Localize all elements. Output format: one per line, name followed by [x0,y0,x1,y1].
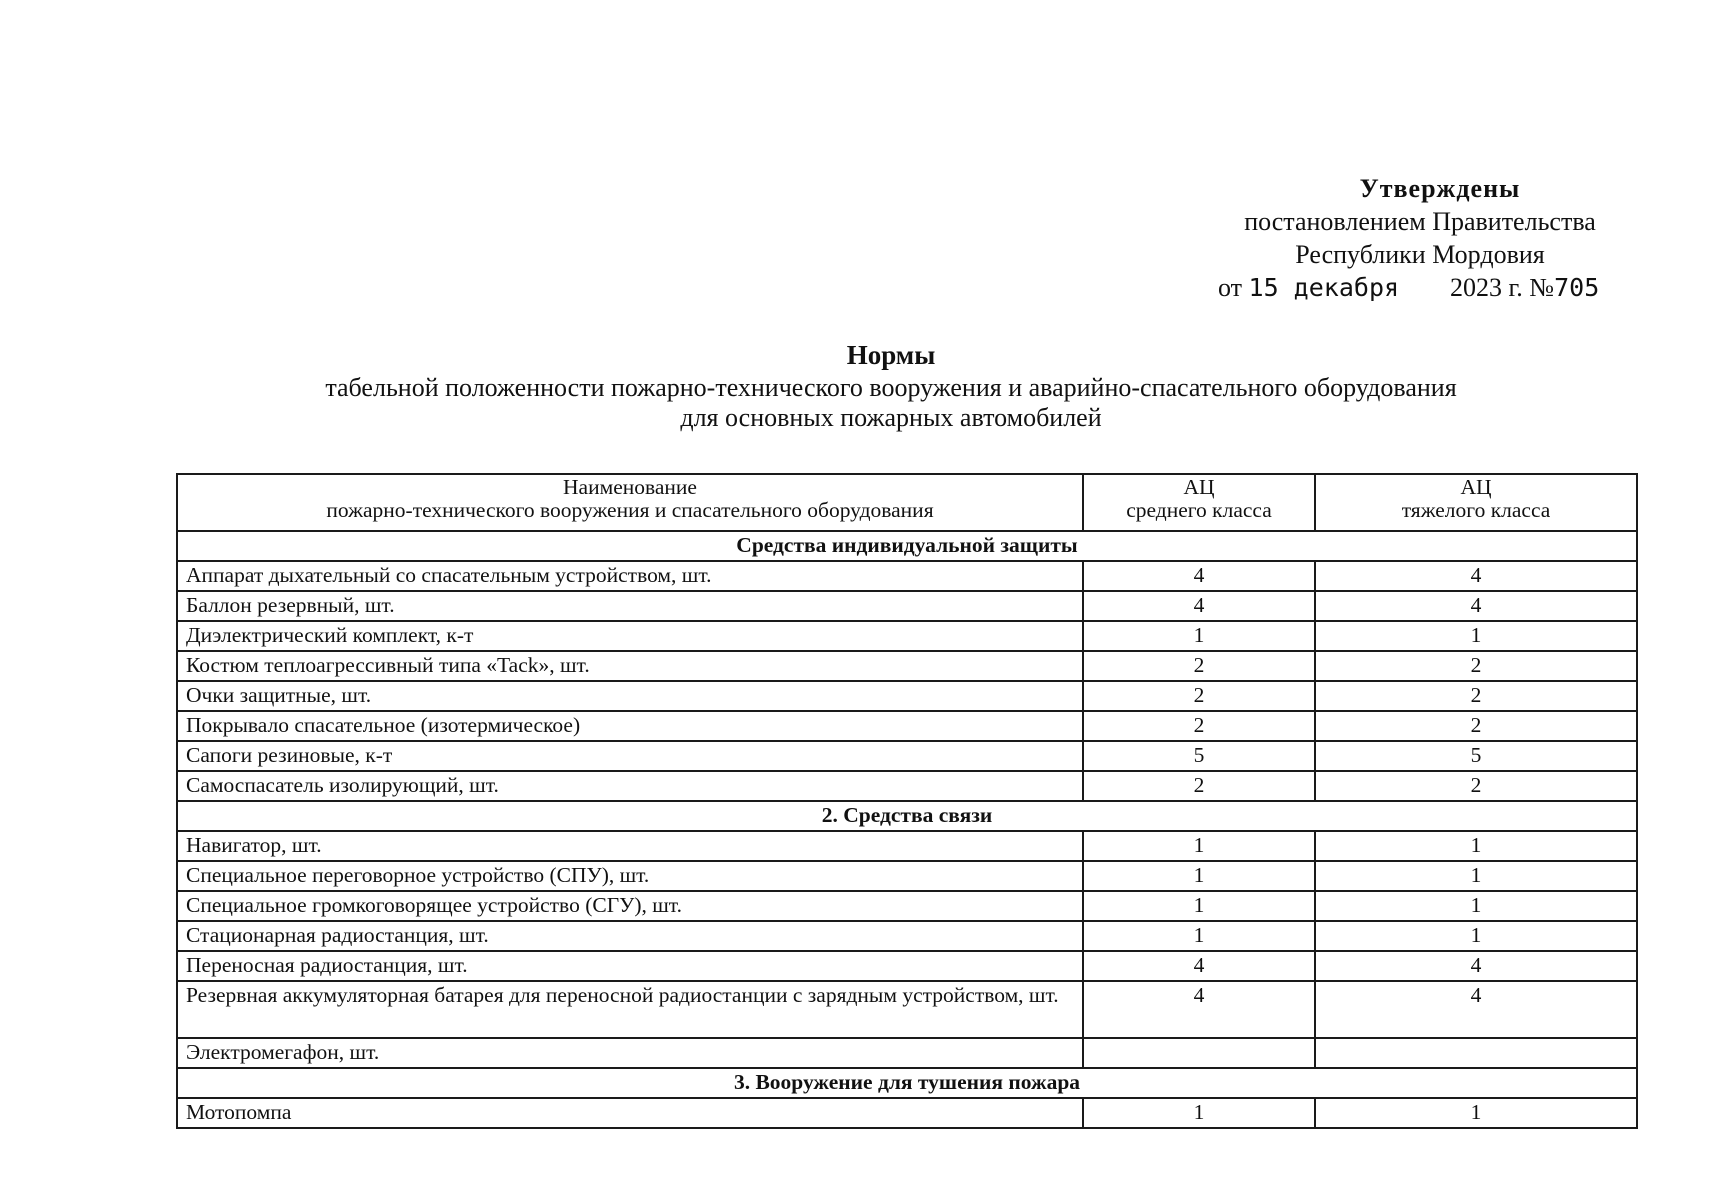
table-row [177,681,1637,711]
item-medium: 4 [1083,561,1315,591]
item-medium: 4 [1083,981,1315,1038]
item-medium: 1 [1083,1098,1315,1128]
item-heavy: 4 [1315,591,1637,621]
item-heavy: 1 [1315,1098,1637,1128]
item-name: Аппарат дыхательный со спасательным устройством, шт. [177,561,1083,591]
item-heavy: 2 [1315,771,1637,801]
item-name: Покрывало спасательное (изотермическое) [177,711,1083,741]
table-row [177,771,1637,801]
item-medium: 1 [1083,891,1315,921]
date-day-month: 15 декабря [1248,273,1400,302]
approval-block [1160,172,1680,304]
header-heavy-line-2: тяжелого класса [1401,498,1551,522]
item-heavy: 1 [1315,921,1637,951]
table-row [177,981,1637,1038]
header-name [177,474,1083,531]
table-row [177,711,1637,741]
item-name: Самоспасатель изолирующий, шт. [177,771,1083,801]
header-medium-class [1083,474,1315,531]
heading-main: Нормы [846,340,936,370]
item-name: Специальное переговорное устройство (СПУ), шт. [177,861,1083,891]
header-heavy-class [1315,474,1637,531]
item-name: Электромегафон, шт. [177,1038,1083,1068]
table-row [177,921,1637,951]
approval-title: Утверждены [1359,174,1521,203]
item-heavy: 4 [1315,981,1637,1038]
heading-sub-2: для основных пожарных автомобилей [680,403,1102,432]
approval-line-1: постановлением Правительства [1244,207,1596,236]
item-name: Очки защитные, шт. [177,681,1083,711]
table-row [177,741,1637,771]
item-medium: 1 [1083,621,1315,651]
table-row [177,951,1637,981]
item-name: Переносная радиостанция, шт. [177,951,1083,981]
approval-date-line [1160,271,1680,304]
item-heavy: 2 [1315,681,1637,711]
table-header-row [177,474,1637,531]
header-medium-line-1: АЦ [1183,475,1215,499]
item-medium: 1 [1083,831,1315,861]
item-name: Мотопомпа [177,1098,1083,1128]
norms-table [176,473,1638,1129]
item-medium: 5 [1083,741,1315,771]
item-heavy: 1 [1315,621,1637,651]
item-name: Резервная аккумуляторная батарея для переносной радиостанции с зарядным устройством, шт. [177,981,1083,1038]
table-row [177,861,1637,891]
item-heavy: 5 [1315,741,1637,771]
table-row [177,1098,1637,1128]
header-heavy-line-1: АЦ [1460,475,1492,499]
item-medium: 2 [1083,771,1315,801]
item-heavy: 1 [1315,861,1637,891]
table-row [177,591,1637,621]
item-medium: 2 [1083,651,1315,681]
item-medium: 4 [1083,591,1315,621]
item-heavy: 1 [1315,891,1637,921]
item-name: Диэлектрический комплект, к-т [177,621,1083,651]
item-medium: 1 [1083,861,1315,891]
item-heavy [1315,1038,1637,1068]
header-name-line-2: пожарно-технического вооружения и спасательного оборудования [326,498,934,522]
section-title: Средства индивидуальной защиты [177,531,1637,561]
section-title: 2. Средства связи [177,801,1637,831]
section-row [177,801,1637,831]
item-medium: 2 [1083,681,1315,711]
item-name: Сапоги резиновые, к-т [177,741,1083,771]
item-name: Стационарная радиостанция, шт. [177,921,1083,951]
table-row [177,831,1637,861]
item-medium: 2 [1083,711,1315,741]
table-row [177,621,1637,651]
table-row [177,891,1637,921]
item-heavy: 1 [1315,831,1637,861]
approval-line-2: Республики Мордовия [1295,240,1545,269]
section-row [177,531,1637,561]
table-row [177,651,1637,681]
table-row [177,1038,1637,1068]
item-name: Баллон резервный, шт. [177,591,1083,621]
document-heading [176,340,1606,433]
item-name: Навигатор, шт. [177,831,1083,861]
date-year: 2023 г. № [1450,273,1555,302]
item-heavy: 2 [1315,651,1637,681]
item-name: Специальное громкоговорящее устройство (СГУ), шт. [177,891,1083,921]
header-name-line-1: Наименование [563,475,697,499]
item-medium: 4 [1083,951,1315,981]
item-medium [1083,1038,1315,1068]
section-title: 3. Вооружение для тушения пожара [177,1068,1637,1098]
header-medium-line-2: среднего класса [1126,498,1272,522]
table-row [177,561,1637,591]
section-row [177,1068,1637,1098]
item-heavy: 4 [1315,561,1637,591]
heading-sub-1: табельной положенности пожарно-технического вооружения и аварийно-спасательного оборудования [325,373,1457,402]
item-medium: 1 [1083,921,1315,951]
document-number: 705 [1554,273,1600,302]
item-name: Костюм теплоагрессивный типа «Tack», шт. [177,651,1083,681]
item-heavy: 2 [1315,711,1637,741]
date-prefix: от [1218,273,1243,302]
item-heavy: 4 [1315,951,1637,981]
